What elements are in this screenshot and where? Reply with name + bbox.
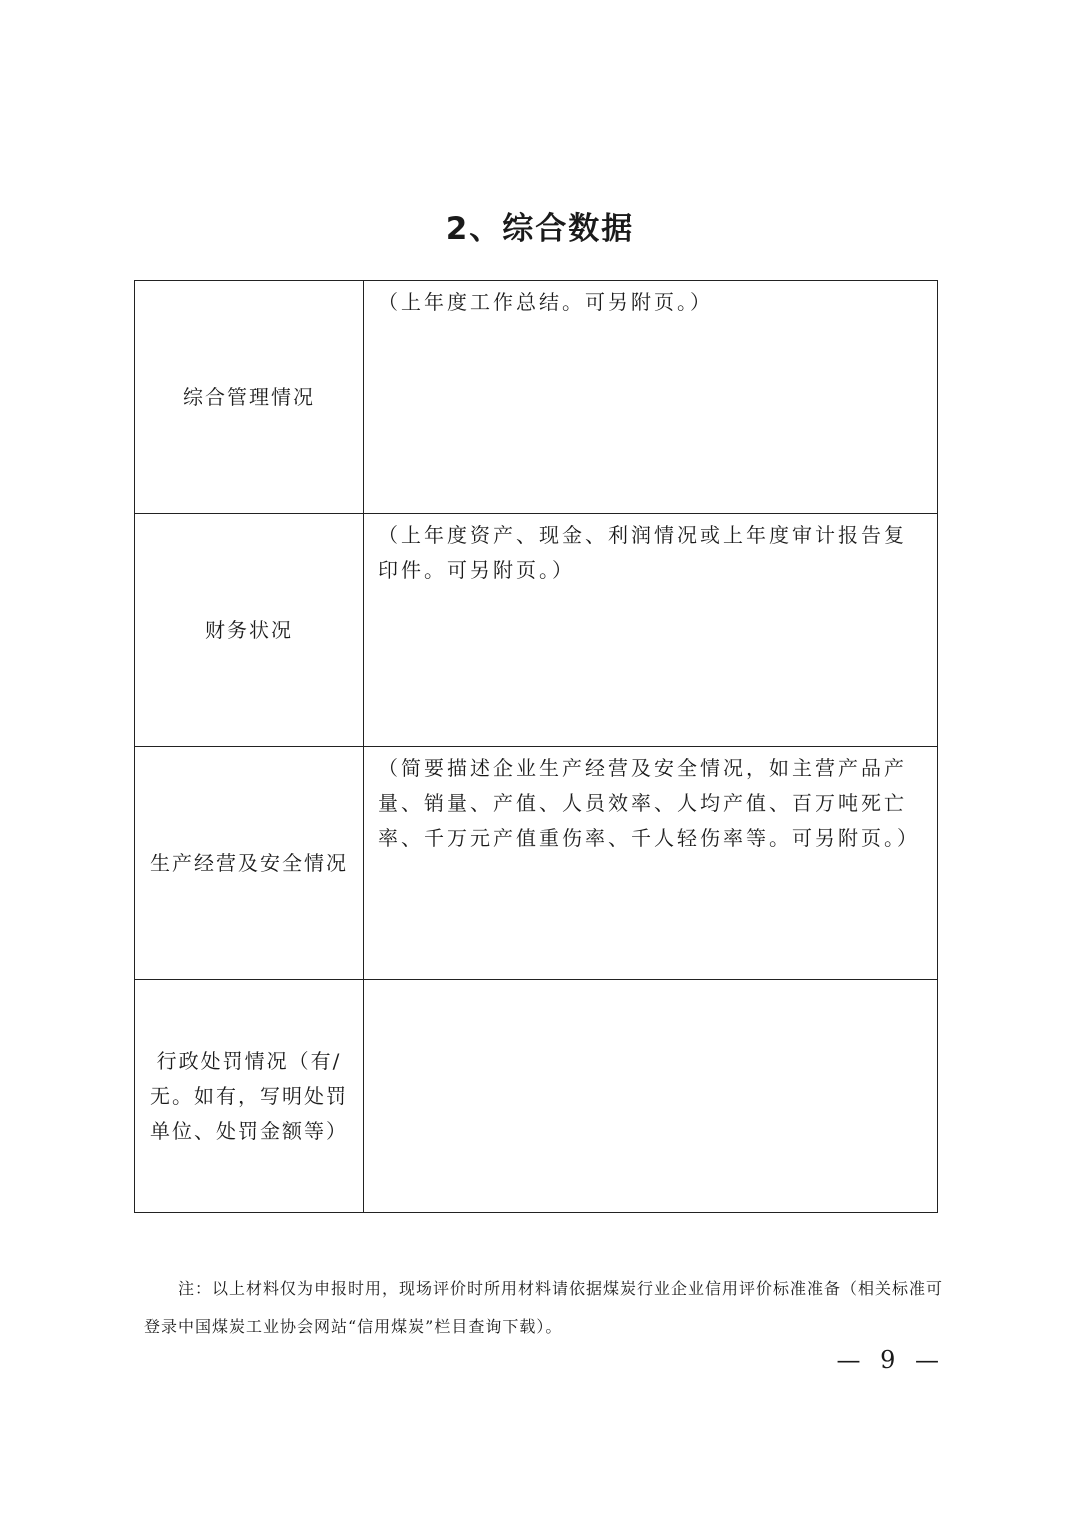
row-label: 综合管理情况	[183, 384, 315, 409]
row-label: 生产经营及安全情况	[150, 850, 348, 875]
row-label-cell	[135, 747, 364, 980]
table-row	[135, 281, 938, 514]
page-title: 2、综合数据	[445, 211, 635, 247]
row-content-cell: （上年度工作总结。可另附页。）	[364, 281, 938, 514]
comprehensive-data-table	[134, 280, 938, 1213]
row-content-cell	[364, 980, 938, 1213]
page-number: — 9 —	[836, 1346, 945, 1374]
row-label-cell	[135, 514, 364, 747]
table-row	[135, 747, 938, 980]
table-row	[135, 980, 938, 1213]
row-label-cell	[135, 980, 364, 1213]
row-content-cell: （简要描述企业生产经营及安全情况，如主营产品产量、销量、产值、人员效率、人均产值、百万吨死亡率、千万元产值重伤率、千人轻伤率等。可另附页。）	[364, 747, 938, 980]
footnote: 注：以上材料仅为申报时用，现场评价时所用材料请依据煤炭行业企业信用评价标准准备（相关标准可登录中国煤炭工业协会网站“信用煤炭”栏目查询下载）。	[144, 1279, 944, 1336]
row-label: 财务状况	[205, 617, 293, 642]
row-label: 行政处罚情况（有/无。如有，写明处罚单位、处罚金额等）	[150, 1048, 348, 1143]
row-content-cell: （上年度资产、现金、利润情况或上年度审计报告复印件。可另附页。）	[364, 514, 938, 747]
row-label-cell	[135, 281, 364, 514]
table-row	[135, 514, 938, 747]
